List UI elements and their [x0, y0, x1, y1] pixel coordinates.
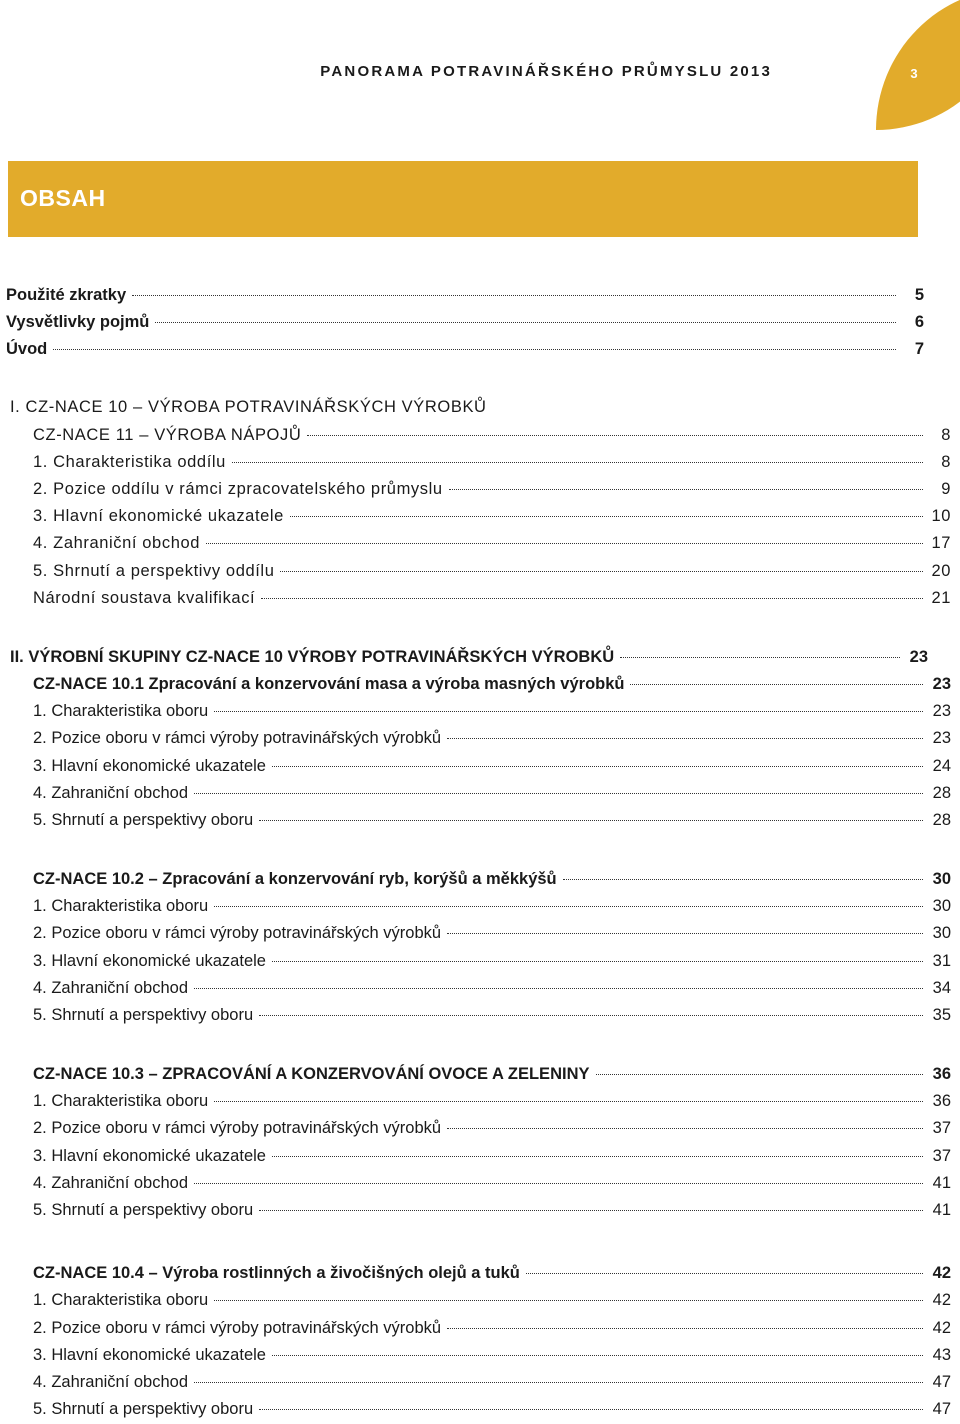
running-title: PANORAMA POTRAVINÁŘSKÉHO PRŮMYSLU 2013 [320, 63, 772, 80]
toc-entry[interactable]: 2. Pozice oddílu v rámci zpracovatelského průmyslu 9 [33, 480, 951, 498]
toc-entry[interactable]: 4. Zahraniční obchod 41 [33, 1174, 951, 1192]
toc-entry[interactable]: 1. Charakteristika oboru 36 [33, 1092, 951, 1110]
toc-entry[interactable]: 5. Shrnutí a perspektivy oddílu 20 [33, 562, 951, 580]
toc-entry[interactable]: 5. Shrnutí a perspektivy oboru 47 [33, 1400, 951, 1418]
toc-entry[interactable]: 2. Pozice oboru v rámci výroby potravinářských výrobků 30 [33, 924, 951, 942]
toc-entry[interactable]: 5. Shrnutí a perspektivy oboru 35 [33, 1006, 951, 1024]
toc-entry[interactable]: 5. Shrnutí a perspektivy oboru 41 [33, 1201, 951, 1219]
toc-entry[interactable]: 3. Hlavní ekonomické ukazatele 43 [33, 1346, 951, 1364]
toc-entry[interactable]: 4. Zahraniční obchod 47 [33, 1373, 951, 1391]
page-number: 3 [910, 66, 918, 81]
toc-entry[interactable]: 2. Pozice oboru v rámci výroby potravinářských výrobků 23 [33, 729, 951, 747]
toc-entry[interactable]: 1. Charakteristika oboru 42 [33, 1291, 951, 1309]
toc-entry[interactable]: Národní soustava kvalifikací 21 [33, 589, 951, 607]
toc-entry[interactable]: 3. Hlavní ekonomické ukazatele 37 [33, 1147, 951, 1165]
toc-entry[interactable]: 2. Pozice oboru v rámci výroby potravinářských výrobků 42 [33, 1319, 951, 1337]
toc-entry[interactable]: CZ-NACE 10.1 Zpracování a konzervování masa a výroba masných výrobků 23 [33, 675, 951, 693]
section-banner [8, 161, 918, 237]
toc-part-heading[interactable]: I. CZ-NACE 10 – VÝROBA POTRAVINÁŘSKÝCH VÝROBKŮ [10, 398, 487, 416]
toc-entry[interactable]: 3. Hlavní ekonomické ukazatele 24 [33, 757, 951, 775]
toc-entry[interactable]: 1. Charakteristika oddílu 8 [33, 453, 951, 471]
banner-title: OBSAH [20, 185, 106, 211]
toc-entry[interactable]: Vysvětlivky pojmů 6 [6, 313, 924, 331]
toc-entry[interactable]: Úvod 7 [6, 340, 924, 358]
toc-entry[interactable]: 5. Shrnutí a perspektivy oboru 28 [33, 811, 951, 829]
toc-entry[interactable]: CZ-NACE 10.4 – Výroba rostlinných a živočišných olejů a tuků 42 [33, 1264, 951, 1282]
toc-entry[interactable]: 4. Zahraniční obchod 17 [33, 534, 951, 552]
toc-entry[interactable]: CZ-NACE 11 – VÝROBA NÁPOJŮ 8 [33, 426, 951, 444]
toc-entry[interactable]: 3. Hlavní ekonomické ukazatele 31 [33, 952, 951, 970]
toc-entry[interactable]: 1. Charakteristika oboru 30 [33, 897, 951, 915]
toc-entry[interactable]: 1. Charakteristika oboru 23 [33, 702, 951, 720]
leaf-corner-ornament [876, 0, 960, 130]
toc-entry[interactable]: Použité zkratky 5 [6, 286, 924, 304]
toc-entry[interactable]: 2. Pozice oboru v rámci výroby potravinářských výrobků 37 [33, 1119, 951, 1137]
toc-part-heading[interactable]: II. VÝROBNÍ SKUPINY CZ-NACE 10 VÝROBY POTRAVINÁŘSKÝCH VÝROBKŮ 23 [10, 648, 928, 666]
toc-entry[interactable]: CZ-NACE 10.3 – ZPRACOVÁNÍ A KONZERVOVÁNÍ OVOCE A ZELENINY 36 [33, 1065, 951, 1083]
toc-entry[interactable]: 3. Hlavní ekonomické ukazatele 10 [33, 507, 951, 525]
toc-entry[interactable]: 4. Zahraniční obchod 34 [33, 979, 951, 997]
toc-entry[interactable]: 4. Zahraniční obchod 28 [33, 784, 951, 802]
toc-entry[interactable]: CZ-NACE 10.2 – Zpracování a konzervování ryb, korýšů a měkkýšů 30 [33, 870, 951, 888]
